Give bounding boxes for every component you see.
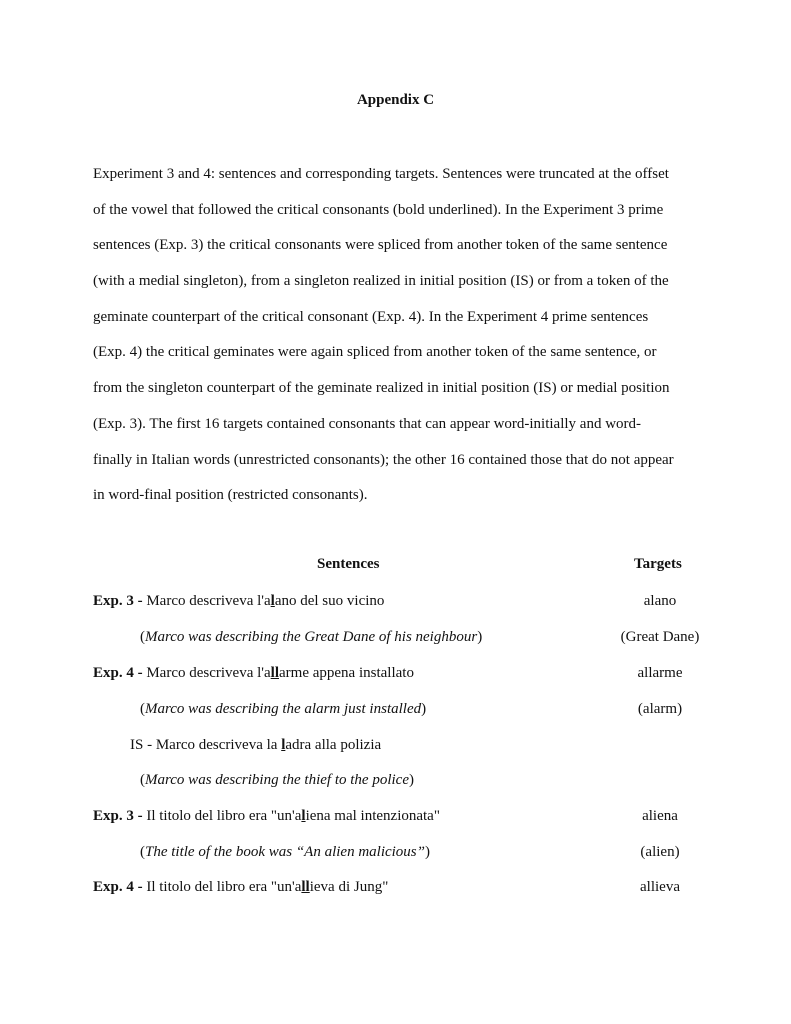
intro-line: in word-final position (restricted consonants).: [93, 487, 368, 504]
translation-cell: [140, 626, 482, 648]
sentence-text: iena mal intenzionata": [305, 808, 440, 824]
target-cell: alano: [643, 593, 677, 609]
table-row: [0, 876, 791, 898]
sentence-text: Il titolo del libro era "un'a: [146, 879, 302, 895]
critical-consonant: l: [301, 808, 306, 824]
table-row: [0, 805, 791, 827]
table-row: [0, 734, 791, 756]
intro-line: (with a medial singleton), from a singleton realized in initial position (IS) or from a token of the: [93, 273, 669, 290]
intro-line: from the singleton counterpart of the geminate realized in initial position (IS) or medial position: [93, 380, 670, 397]
critical-consonant: ll: [301, 879, 310, 895]
sentence-cell: [130, 734, 381, 756]
table-row: [0, 769, 791, 791]
intro-line: (Exp. 4) the critical geminates were again spliced from another token of the same sentence, or: [93, 344, 657, 361]
sentence-text: adra alla polizia: [285, 737, 382, 753]
sentence-text: arme appena installato: [279, 665, 414, 681]
intro-line: geminate counterpart of the critical consonant (Exp. 4). In the Experiment 4 prime sentences: [93, 308, 649, 325]
critical-consonant: l: [281, 737, 286, 753]
target-cell: (alien): [640, 844, 680, 860]
sentence-text: ano del suo vicino: [274, 593, 385, 609]
sentence-cell: [93, 805, 440, 827]
sentence-text: Il titolo del libro era "un'a: [146, 808, 302, 824]
paren-close: ): [477, 629, 483, 645]
sentences-column-header: Sentences: [317, 556, 380, 572]
intro-line: sentences (Exp. 3) the critical consonants were spliced from another token of the same sentence: [93, 237, 668, 254]
translation-cell: [140, 698, 426, 720]
table-row: [0, 590, 791, 612]
translation-text: Marco was describing the thief to the police: [145, 772, 409, 788]
sentence-cell: [93, 590, 384, 612]
target-cell: (Great Dane): [620, 629, 700, 645]
table-row: [0, 841, 791, 863]
critical-consonant: l: [270, 593, 275, 609]
sentence-text: Marco descriveva la: [155, 737, 282, 753]
experiment-label: Exp. 4 -: [93, 665, 147, 681]
target-cell: (alarm): [637, 701, 683, 717]
translation-text: The title of the book was “An alien malicious”: [145, 844, 425, 860]
paren-open: (: [140, 629, 145, 645]
paren-close: ): [425, 844, 430, 860]
intro-line: (Exp. 3). The first 16 targets contained consonants that can appear word-initially and word-: [93, 415, 642, 432]
paren-close: ): [408, 772, 414, 788]
table-row: [0, 662, 791, 684]
translation-cell: [140, 769, 414, 791]
sentence-text: ieva di Jung": [309, 879, 389, 895]
intro-line: of the vowel that followed the critical consonants (bold underlined). In the Experiment 3 prime: [93, 201, 664, 218]
sentence-text: Marco descriveva l'a: [146, 665, 271, 681]
translation-text: Marco was describing the alarm just installed: [145, 701, 422, 717]
sentence-cell: [93, 662, 414, 684]
target-cell: aliena: [642, 808, 678, 824]
critical-consonant: ll: [270, 665, 279, 681]
paren-open: (: [140, 844, 145, 860]
targets-column-header: Targets: [634, 556, 682, 572]
translation-cell: [140, 841, 430, 863]
target-cell: allarme: [637, 665, 683, 681]
intro-line: finally in Italian words (unrestricted consonants); the other 16 contained those that do not appear: [93, 451, 674, 468]
table-row: [0, 626, 791, 648]
experiment-label: Exp. 3 -: [93, 808, 147, 824]
paren-close: ): [421, 701, 427, 717]
sentence-text: Marco descriveva l'a: [146, 593, 271, 609]
paren-open: (: [140, 772, 145, 788]
table-row: [0, 698, 791, 720]
paren-open: (: [140, 701, 145, 717]
experiment-label: Exp. 4 -: [93, 879, 147, 895]
target-cell: allieva: [640, 879, 680, 895]
experiment-label: IS -: [130, 737, 156, 753]
intro-line: Experiment 3 and 4: sentences and corresponding targets. Sentences were truncated at the offset: [93, 166, 669, 182]
page-title: Appendix C: [356, 92, 435, 108]
experiment-label: Exp. 3 -: [93, 593, 147, 609]
sentence-cell: [93, 876, 388, 898]
translation-text: Marco was describing the Great Dane of his neighbour: [145, 629, 478, 645]
intro-paragraph: [93, 160, 703, 517]
